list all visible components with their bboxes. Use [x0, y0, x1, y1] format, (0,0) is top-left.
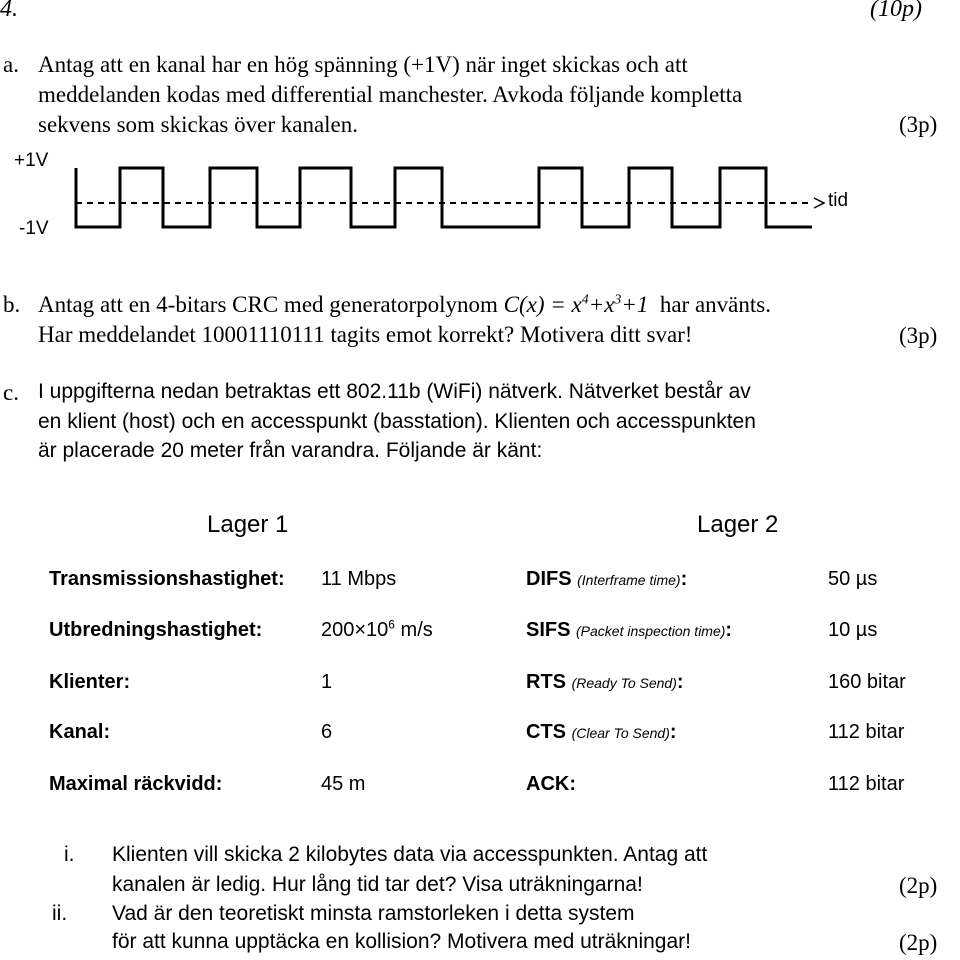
part-a-points: (3p) — [899, 112, 938, 137]
label-cts: CTS (Clear To Send): — [526, 721, 677, 743]
subquestion-i-line-2: kanalen är ledig. Hur lång tid tar det? Visa uträkningarna! — [112, 873, 643, 896]
part-a-line-2: meddelanden kodas med differential manchester. Avkoda följande kompletta — [38, 82, 743, 107]
part-b-line-1: Antag att en 4-bitars CRC med generatorpolynom $C(x) = x^4+x^3+1$ har använts. — [38, 291, 771, 317]
total-points: (10p) — [870, 0, 922, 22]
label-maximal-rackvidd: Maximal räckvidd: — [49, 773, 223, 795]
label-rts: RTS (Ready To Send): — [526, 671, 684, 693]
value-cts: 112 bitar — [828, 721, 905, 743]
value-kanal: 6 — [321, 721, 333, 743]
part-c-line-2: en klient (host) och en accesspunkt (basstation). Klienten och accesspunkten — [38, 410, 756, 433]
label-sifs: SIFS (Packet inspection time): — [526, 619, 733, 641]
subquestion-ii-line-2: för att kunna upptäcka en kollision? Motivera med uträkningar! — [112, 930, 691, 953]
part-a-line-3: sekvens som skickas över kanalen. — [38, 112, 359, 137]
part-b-points: (3p) — [899, 323, 938, 348]
heading-lager-2: Lager 2 — [697, 511, 779, 538]
label-ack: ACK: — [526, 773, 576, 795]
label-transmissionshastighet: Transmissionshastighet: — [49, 568, 285, 590]
subquestion-ii-points: (2p) — [899, 930, 938, 955]
part-c-letter: c. — [3, 380, 19, 405]
value-sifs: 10 µs — [828, 619, 878, 641]
part-c-line-1: I uppgifterna nedan betraktas ett 802.11b (WiFi) nätverk. Nätverket består av — [38, 380, 751, 403]
subquestion-ii-numeral: ii. — [52, 902, 68, 925]
signal-high-label: +1V — [14, 150, 49, 171]
part-a-letter: a. — [3, 52, 19, 77]
value-rts: 160 bitar — [828, 671, 906, 693]
signal-low-label: -1V — [19, 218, 49, 239]
value-ack: 112 bitar — [828, 773, 905, 795]
heading-lager-1: Lager 1 — [207, 511, 289, 538]
signal-waveform — [76, 168, 812, 227]
subquestion-i-line-1: Klienten vill skicka 2 kilobytes data via accesspunkten. Antag att — [112, 843, 708, 866]
subquestion-ii-line-1: Vad är den teoretiskt minsta ramstorleken i detta system — [112, 902, 635, 925]
crc-polynomial: $C(x) = x^4+x^3+1$ — [503, 291, 649, 317]
label-kanal: Kanal: — [49, 721, 111, 743]
part-b-line-2: Har meddelandet 10001110111 tagits emot korrekt? Motivera ditt svar! — [38, 322, 693, 347]
value-difs: 50 µs — [828, 568, 878, 590]
value-transmissionshastighet: 11 Mbps — [321, 568, 397, 590]
value-maximal-rackvidd: 45 m — [321, 773, 366, 795]
manchester-signal-diagram — [0, 0, 960, 260]
signal-axis-label: tid — [828, 190, 849, 211]
label-klienter: Klienter: — [49, 671, 131, 693]
subquestion-i-numeral: i. — [64, 843, 75, 866]
time-axis-arrow — [814, 198, 824, 208]
value-utbredningshastighet: $200\times 10^6$ m/s — [321, 617, 433, 641]
part-c-line-3: är placerade 20 meter från varandra. Följande är känt: — [38, 439, 543, 462]
part-a-line-1: Antag att en kanal har en hög spänning (+1V) när inget skickas och att — [38, 52, 688, 77]
problem-number: 4. — [0, 0, 18, 22]
label-difs: DIFS (Interframe time): — [526, 568, 688, 590]
label-utbredningshastighet: Utbredningshastighet: — [49, 619, 263, 641]
part-b-letter: b. — [3, 292, 21, 317]
value-klienter: 1 — [321, 671, 333, 693]
subquestion-i-points: (2p) — [899, 873, 938, 898]
